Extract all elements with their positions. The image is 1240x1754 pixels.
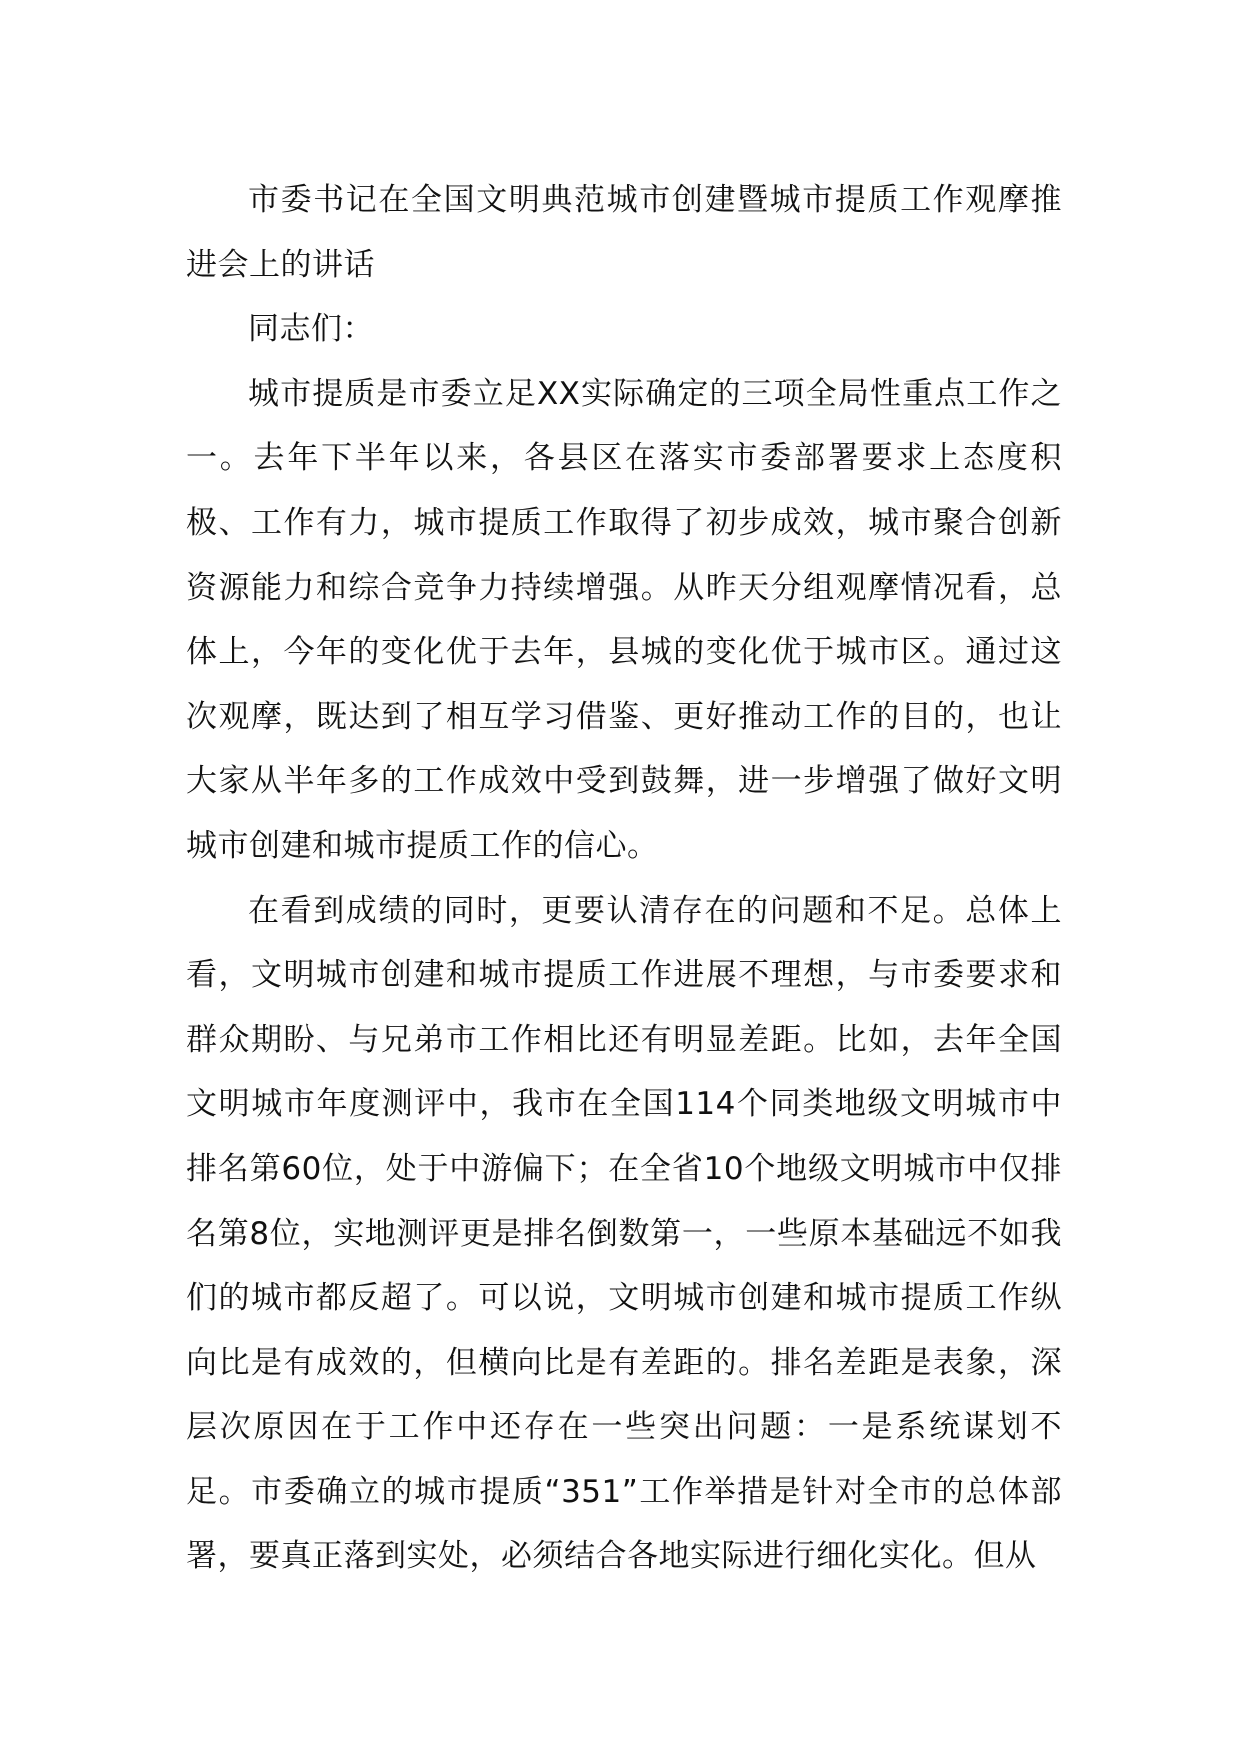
salutation: 同志们： xyxy=(248,311,374,348)
document-body xyxy=(186,168,1062,1589)
document-title: 市委书记在全国文明典范城市创建暨城市提质工作观摩推进会上的讲话 xyxy=(186,182,1062,283)
paragraph-2: 在看到成绩的同时，更要认清存在的问题和不足。总体上看，文明城市创建和城市提质工作进展不理想，与市委要求和群众期盼、与兄弟市工作相比还有明显差距。比如，去年全国文明城市年度测评中，我市在全国114个同类地级文明城市中排名第60位，处于中游偏下；在全省10个地级文明城市中仅排名第8位，实地测评更是排名倒数第一，一些原本基础远不如我们的城市都反超了。可以说，文明城市创建和城市提质工作纵向比是有成效的，但横向比是有差距的。排名差距是表象，深层次原因在于工作中还存在一些突出问题：一是系统谋划不足。市委确立的城市提质“351”工作举措是针对全市的总体部署，要真正落到实处，必须结合各地实际进行细化实化。但从 xyxy=(186,892,1062,1575)
paragraph-1: 城市提质是市委立足XX实际确定的三项全局性重点工作之一。去年下半年以来，各县区在落实市委部署要求上态度积极、工作有力，城市提质工作取得了初步成效，城市聚合创新资源能力和综合竞争力持续增强。从昨天分组观摩情况看，总体上，今年的变化优于去年，县城的变化优于城市区。通过这次观摩，既达到了相互学习借鉴、更好推动工作的目的，也让大家从半年多的工作成效中受到鼓舞，进一步增强了做好文明城市创建和城市提质工作的信心。 xyxy=(186,375,1062,864)
